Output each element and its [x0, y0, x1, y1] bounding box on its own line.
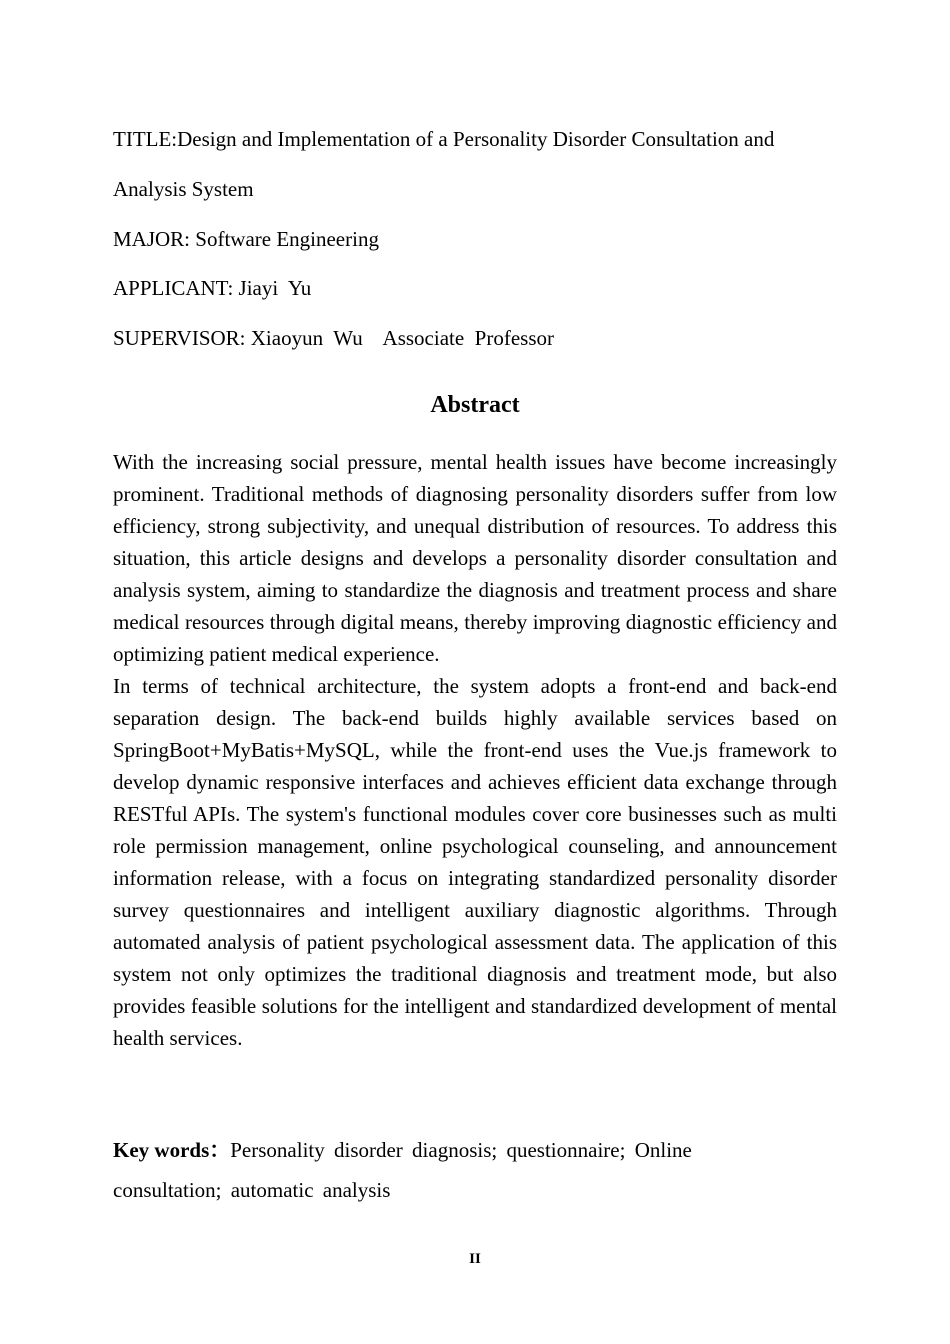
abstract-body: [113, 446, 837, 1054]
keywords-text: Personality disorder diagnosis; questionnaire; Online consultation; automatic analysis: [113, 1138, 692, 1202]
abstract-heading: Abstract: [430, 392, 520, 418]
page-number: II: [469, 1251, 481, 1267]
abstract-paragraph-1: With the increasing social pressure, mental health issues have become increasingly prominent. Traditional methods of diagnosing personality disorders suffer from low efficiency, strong subjectivity, and unequal distribution of resources. To address this situation, this article designs and develops a personality disorder consultation and analysis system, aiming to standardize the diagnosis and treatment process and share medical resources through digital means, thereby improving diagnostic efficiency and optimizing patient medical experience.: [113, 450, 837, 666]
keywords: [113, 1130, 753, 1210]
thesis-title-line-1: TITLE:Design and Implementation of a Personality Disorder Consultation and: [113, 127, 775, 151]
major-line: MAJOR: Software Engineering: [113, 227, 379, 251]
thesis-title-line-2: Analysis System: [113, 177, 254, 201]
supervisor-line: SUPERVISOR: Xiaoyun Wu Associate Professor: [113, 326, 554, 350]
abstract-paragraph-2: In terms of technical architecture, the system adopts a front-end and back-end separation design. The back-end builds highly available services based on SpringBoot+MyBatis+MySQL, while the front-end uses the Vue.js framework to develop dynamic responsive interfaces and achieves efficient data exchange through RESTful APIs. The system's functional modules cover core businesses such as multi role permission management, online psychological counseling, and announcement information release, with a focus on integrating standardized personality disorder survey questionnaires and intelligent auxiliary diagnostic algorithms. Through automated analysis of patient psychological assessment data. The application of this system not only optimizes the traditional diagnosis and treatment mode, but also provides feasible solutions for the intelligent and standardized development of mental health services.: [113, 674, 837, 1050]
keywords-label: Key words：: [113, 1138, 231, 1162]
applicant-line: APPLICANT: Jiayi Yu: [113, 276, 312, 300]
